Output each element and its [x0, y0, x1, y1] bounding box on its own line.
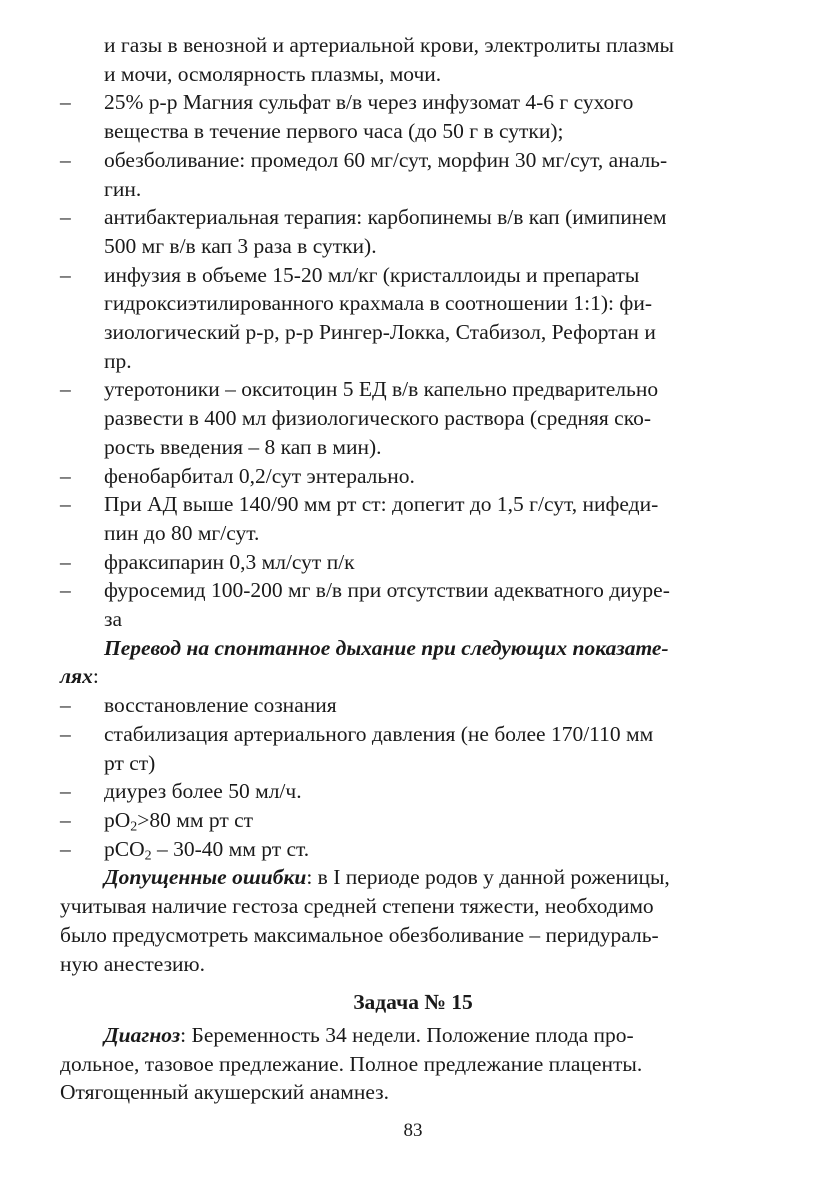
dash: – [60, 377, 71, 402]
list-item [60, 375, 766, 461]
text-line: и газы в венозной и артериальной крови, электролиты плазмы [104, 33, 674, 57]
dash: – [60, 836, 71, 861]
text-line: 500 мг в/в кап 3 раза в сутки). [104, 233, 377, 258]
text-line: за [104, 607, 123, 632]
text-block-top [60, 31, 766, 978]
dash: – [60, 262, 71, 287]
list-item [60, 146, 766, 203]
text-line: зиологический р-р, р-р Рингер-Локка, Стабизол, Рефортан и [104, 320, 656, 345]
dash: – [60, 779, 71, 804]
text-line: фуросемид 100-200 мг в/в при отсутствии адекватного диуре- [104, 578, 670, 603]
dash: – [60, 205, 71, 230]
text-line: обезболивание: промедол 60 мг/сут, морфин 30 мг/сут, аналь- [104, 147, 668, 172]
diagnosis-block [60, 1021, 766, 1107]
list-item [60, 203, 766, 260]
transfer-heading-cont: лях: [60, 664, 99, 689]
task-title: Задача № 15 [353, 990, 473, 1014]
text-line: восстановление сознания [104, 693, 337, 718]
text-line: пр. [104, 348, 132, 373]
list-item [60, 261, 766, 376]
text-line: pCO$_2$ – 30-40 мм рт ст. [104, 836, 310, 864]
list-item [60, 88, 766, 145]
text-line: учитывая наличие гестоза средней степени тяжести, необходимо [60, 894, 654, 919]
text-line: диурез более 50 мл/ч. [104, 779, 302, 804]
text-line: $pO_2>80$ мм рт ст [104, 807, 254, 835]
transfer-heading: Перевод на спонтанное дыхание при следующих показате- [104, 635, 669, 660]
text-line: пин до 80 мг/сут. [104, 520, 260, 545]
text-line: Отягощенный акушерский анамнез. [60, 1080, 390, 1105]
text-line: антибактериальная терапия: карбопинемы в/в кап (имипинем [104, 205, 667, 230]
text-line: рость введения – 8 кап в мин). [104, 434, 382, 459]
diagnosis-paragraph: Диагноз: Беременность 34 недели. Положение плода про- [104, 1023, 634, 1047]
dash: – [60, 463, 71, 488]
text-line: гидроксиэтилированного крахмала в соотношении 1:1): фи- [104, 291, 652, 316]
dash: – [60, 693, 71, 718]
page-number: 83 [403, 1120, 423, 1141]
dash: – [60, 90, 71, 115]
text-line: вещества в течение первого часа (до 50 г в сутки); [104, 119, 564, 144]
list-item-po2 [60, 806, 766, 835]
text-line: стабилизация артериального давления (не более 170/110 мм [104, 721, 654, 746]
text-line: дольное, тазовое предлежание. Полное предлежание плаценты. [60, 1051, 643, 1076]
list-item [60, 720, 766, 777]
list-item [60, 548, 766, 577]
dash: – [60, 807, 71, 832]
list-item [60, 576, 766, 633]
text-line: и мочи, осмолярность плазмы, мочи. [104, 61, 442, 86]
text-line: инфузия в объеме 15-20 мл/кг (кристаллоиды и препараты [104, 262, 640, 287]
text-line: гин. [104, 176, 142, 201]
errors-paragraph: Допущенные ошибки: в I периоде родов у данной роженицы, [104, 865, 670, 890]
dash: – [60, 578, 71, 603]
list-item [60, 691, 766, 720]
text-line: утеротоники – окситоцин 5 ЕД в/в капельно предварительно [104, 377, 659, 402]
dash: – [60, 147, 71, 172]
list-item [60, 462, 766, 491]
list-item-pco2 [60, 835, 766, 864]
text-line: фраксипарин 0,3 мл/сут п/к [104, 549, 355, 574]
list-item [60, 777, 766, 806]
text-line: При АД выше 140/90 мм рт ст: допегит до 1,5 г/сут, нифеди- [104, 492, 659, 517]
list-item [60, 490, 766, 547]
text-line: было предусмотреть максимальное обезболивание – перидураль- [60, 922, 659, 947]
dash: – [60, 549, 71, 574]
text-line: рт ст) [104, 750, 156, 775]
text-line: 25% р-р Магния сульфат в/в через инфузомат 4-6 г сухого [104, 90, 634, 115]
dash: – [60, 492, 71, 517]
text-line: развести в 400 мл физиологического раствора (средняя ско- [104, 406, 651, 431]
dash: – [60, 721, 71, 746]
text-line: фенобарбитал 0,2/сут энтерально. [104, 463, 415, 488]
text-line: ную анестезию. [60, 951, 205, 976]
